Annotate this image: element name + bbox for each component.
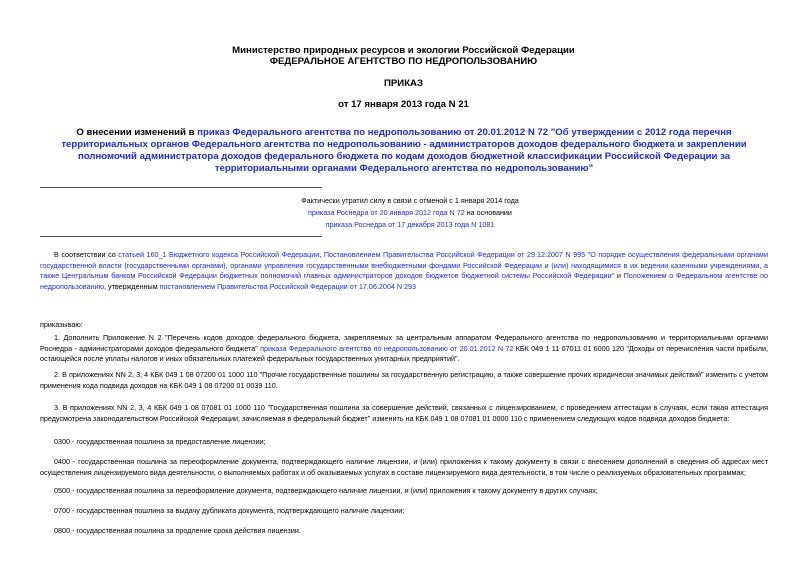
preamble-link-resolution-995[interactable]: Постановлением Правительства Российской Федерации от 29.12.2007 N 995 "О порядке осуществления федеральными органами государственной власти (государственными органами), органами управления государственными внебюджетными фондами Российской Федерации и (или) находящимися в их ведении казенными учреждениями, а также Центральным банком Российской Федерации бюджетных полномочий главных администраторов доходов бюджетов бюджетной системы Российской Федерации" — [40, 250, 769, 280]
status-note-line1: Фактически утратил силу в связи с отменой с 1 января 2014 года — [301, 196, 519, 205]
status-note-line3 — [40, 220, 780, 230]
item-1-text-2: КБК 049 1 11 07011 01 6000 120 "Доходы от перечисления части прибыли, остающейся после уплаты налогов и иных обязательных платежей федеральных государственных унитарных предприятий". — [40, 343, 768, 363]
item-1-text-1: 1. Дополнить Приложение N 2 "Перечень кодов доходов федерального бюджета, закрепляемых за центральным аппаратом Федерального агентства по недропользованию и территориальными органами Роснедра - администраторами доходов федерального бюджета" — [40, 333, 768, 353]
preamble-paragraph — [40, 250, 768, 292]
preamble-text-2: , — [319, 250, 324, 259]
agency-heading: ФЕДЕРАЛЬНОЕ АГЕНТСТВО ПО НЕДРОПОЛЬЗОВАНИЮ — [269, 56, 538, 67]
divider-top — [40, 187, 322, 188]
preamble-link-budget-code[interactable]: статьей 160_1 Бюджетного кодекса Российской Федерации — [118, 250, 320, 259]
status-note-suffix: на основании — [464, 208, 512, 217]
code-0800: 0800 - государственная пошлина за продление срока действия лицензии. — [54, 526, 301, 535]
item-1-link-order-72[interactable]: приказа Федерального агентства по недропользованию от 20.01.2012 N 72 — [260, 343, 514, 353]
preamble-link-resolution-293[interactable]: постановлением Правительства Российской Федерации от 17.06.2004 N 293 — [159, 281, 417, 291]
title-prefix: О внесении изменений в — [76, 127, 198, 138]
item-3-paragraph: 3. В приложениях NN 2, 3, 4 КБК 049 1 08 07081 01 1000 110 "Государственная пошлина за совершение действий, связанных с лицензированием, с проведением аттестации в случаях, если такая аттестация предусмотрена законодательством Российской Федерации, зачисляемая в федеральный бюджет" изменить на КБК 049 1 08 07081 01 0000 110 с применением следующих кодов подвида доходов бюджета: — [40, 403, 768, 423]
divider-bottom — [40, 236, 322, 237]
title-link-order-72[interactable]: приказ Федерального агентства по недропользованию от 20.01.2012 N 72 "Об утверждении с 2012 года перечня территориальных органов Федерального агентства по недропользованию - администраторов доходов федерального бюджета и закреплении полномочий администратора доходов федерального бюджета по кодам доходов бюджетной классификации Российской Федерации за территориальными органами Федерального агентства по недропользованию" — [61, 127, 747, 174]
preamble-text-4: , утвержденным — [104, 281, 160, 291]
status-link-order-1081[interactable]: приказа Роснедра от 17 декабря 2013 года N 1081 — [325, 220, 495, 229]
code-0700: 0700 - государственная пошлина за выдачу дубликата документа, подтверждающего наличие лицензии; — [54, 506, 405, 515]
order-word: приказываю: — [40, 320, 83, 329]
item-2-paragraph: 2. В приложениях NN 2, 3, 4 КБК 049 1 08 07200 01 1000 110 "Прочие государственные пошлины за государственную регистрацию, а также совершение прочих юридически значимых действий" изменить с учетом применения кода подвида доходов на КБК 049 1 08 07200 01 0039 110. — [40, 370, 768, 390]
document-date: от 17 января 2013 года N 21 — [338, 99, 469, 110]
code-0500: 0500 - государственная пошлина за переоформление документа, подтверждающего наличие лицензии, и (или) приложения к такому документу в других случаях; — [54, 486, 598, 495]
status-note-line2 — [40, 208, 780, 218]
preamble-text-3: и — [614, 271, 624, 280]
document-title — [40, 127, 768, 175]
code-0300: 0300 - государственная пошлина за предоставление лицензии; — [54, 437, 266, 446]
status-link-order-72[interactable]: приказа Роснедра от 20 января 2012 года N 72 — [308, 208, 465, 217]
preamble-text-1: В соответствии со — [54, 250, 119, 259]
preamble-link-regulation[interactable]: Положением о Федеральном агентстве по недропользованию — [40, 271, 768, 291]
document-type: ПРИКАЗ — [384, 78, 423, 89]
ministry-heading: Министерство природных ресурсов и экологии Российской Федерации — [232, 45, 575, 56]
code-0400: 0400 - государственная пошлина за переоформление документа, подтверждающего наличие лицензии, и (или) приложения к такому документу в связи с внесением дополнений в сведения об адресах мест осуществления лицензируемого вида деятельности, о выполняемых работах и об оказываемых услугах в составе лицензируемого вида деятельности, в том числе о реализуемых образовательных программах; — [40, 457, 768, 477]
item-1-paragraph — [40, 333, 768, 365]
